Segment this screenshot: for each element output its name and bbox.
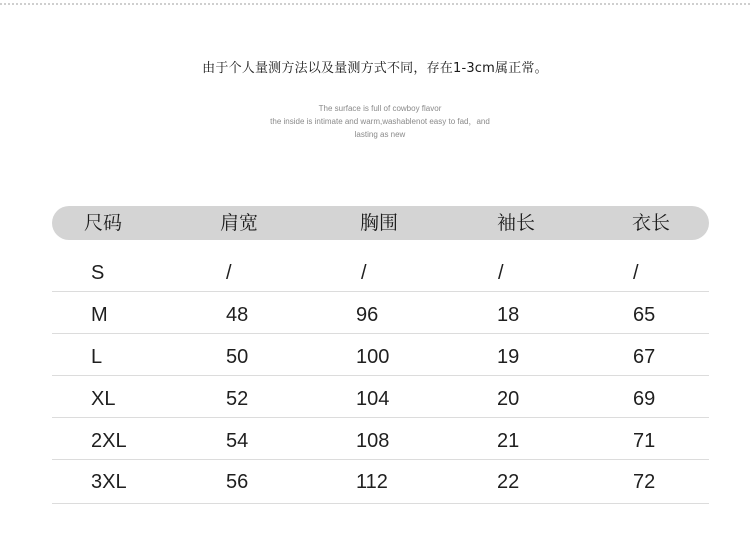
row-divider	[52, 333, 709, 334]
row-l-sleeve: 19	[497, 346, 520, 368]
row-xl-length: 69	[633, 388, 656, 410]
row-divider	[52, 459, 709, 460]
tagline-line-1: The surface is full of cowboy flavor	[318, 104, 442, 113]
row-s-chest: /	[361, 262, 367, 284]
row-m-shoulder: 48	[226, 304, 249, 326]
row-3xl-shoulder: 56	[226, 471, 249, 493]
header-garment-length: 衣长	[632, 212, 671, 234]
row-xl-sleeve: 20	[497, 388, 520, 410]
tagline-line-2: the inside is intimate and warm,washablenot easy to fad，and	[270, 117, 490, 126]
row-m-length: 65	[633, 304, 656, 326]
header-shoulder-width: 肩宽	[220, 212, 259, 234]
row-xl-size: XL	[91, 388, 116, 410]
row-3xl-size: 3XL	[91, 471, 127, 493]
row-s-length: /	[633, 262, 639, 284]
row-xl-chest: 104	[356, 388, 390, 410]
row-s-size: S	[91, 262, 105, 284]
header-size: 尺码	[84, 212, 123, 234]
tagline-line-3: lasting as new	[354, 130, 406, 139]
row-l-size: L	[91, 346, 103, 368]
row-3xl-length: 72	[633, 471, 656, 493]
row-divider	[52, 375, 709, 376]
row-s-shoulder: /	[226, 262, 232, 284]
row-2xl-shoulder: 54	[226, 430, 249, 452]
row-m-sleeve: 18	[497, 304, 520, 326]
row-l-length: 67	[633, 346, 656, 368]
header-sleeve-length: 袖长	[497, 212, 536, 234]
row-3xl-chest: 112	[356, 471, 388, 493]
row-l-chest: 100	[356, 346, 390, 368]
row-3xl-sleeve: 22	[497, 471, 520, 493]
header-chest: 胸围	[360, 212, 399, 234]
row-m-size: M	[91, 304, 108, 326]
row-2xl-size: 2XL	[91, 430, 127, 452]
measurement-notice: 由于个人量测方法以及量测方式不同，存在1-3cm属正常。	[202, 61, 548, 76]
dotted-top-border	[0, 3, 750, 5]
row-2xl-chest: 108	[356, 430, 390, 452]
row-m-chest: 96	[356, 304, 379, 326]
row-s-sleeve: /	[498, 262, 504, 284]
row-xl-shoulder: 52	[226, 388, 249, 410]
row-divider	[52, 291, 709, 292]
row-2xl-length: 71	[633, 430, 656, 452]
row-divider	[52, 503, 709, 504]
row-l-shoulder: 50	[226, 346, 249, 368]
row-2xl-sleeve: 21	[497, 430, 520, 452]
row-divider	[52, 417, 709, 418]
